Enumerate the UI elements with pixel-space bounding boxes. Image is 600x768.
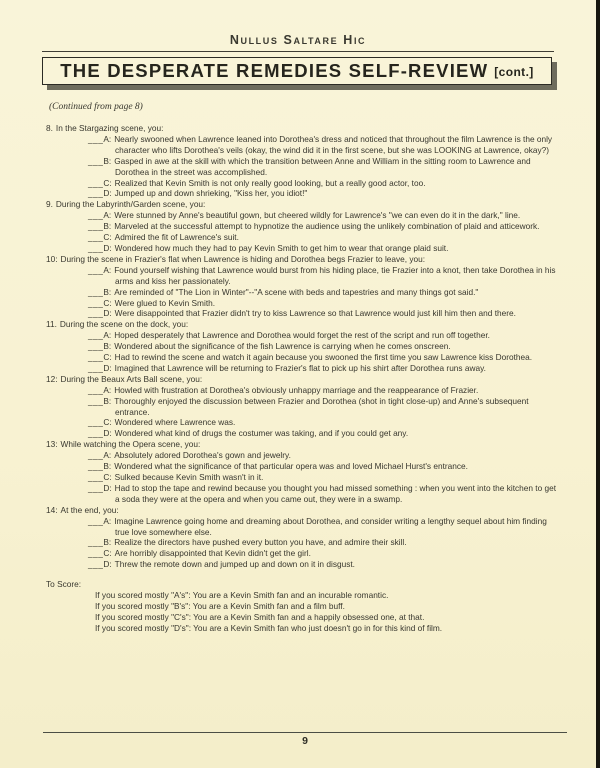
option-text: Wondered about the significance of the fish Lawrence is carrying when he comes onscreen. xyxy=(114,341,451,352)
answer-blank: ___ xyxy=(88,232,104,243)
option-letter: B: xyxy=(103,221,112,232)
option-letter: C: xyxy=(103,352,112,363)
option-letter: D: xyxy=(103,559,112,570)
quiz-questions xyxy=(46,123,562,570)
quiz-option xyxy=(46,308,562,319)
option-letter: A: xyxy=(103,210,112,221)
answer-blank: ___ xyxy=(88,537,104,548)
option-text: Wondered what the significance of that particular opera was and loved Michael Hurst's entrance. xyxy=(114,461,468,472)
quiz-option xyxy=(46,341,562,352)
quiz-option xyxy=(46,298,562,309)
quiz-question xyxy=(46,505,562,570)
answer-blank: ___ xyxy=(88,450,104,461)
answer-blank: ___ xyxy=(88,428,104,439)
quiz-question xyxy=(46,199,562,254)
quiz-option xyxy=(46,287,562,298)
quiz-option xyxy=(46,428,562,439)
answer-blank: ___ xyxy=(88,330,104,341)
quiz-option xyxy=(46,330,562,341)
quiz-question xyxy=(46,374,562,439)
option-text: Threw the remote down and jumped up and down on it in disgust. xyxy=(114,559,355,570)
answer-blank: ___ xyxy=(88,341,104,352)
option-letter: A: xyxy=(103,384,112,395)
option-text: Imagined that Lawrence will be returning to Frazier's flat to pick up his shirt after Dorothea runs away. xyxy=(114,362,486,373)
option-letter: A: xyxy=(103,515,112,526)
quiz-option xyxy=(46,156,562,178)
zine-title: Nullus Saltare Hic xyxy=(229,33,367,47)
answer-blank: ___ xyxy=(88,242,104,253)
option-letter: C: xyxy=(103,177,112,188)
quiz-option xyxy=(46,221,562,232)
answer-blank: ___ xyxy=(88,417,104,428)
question-text: At the end, you: xyxy=(60,504,119,515)
header-rule xyxy=(42,51,554,52)
quiz-option xyxy=(46,559,562,570)
option-letter: D: xyxy=(103,428,112,439)
quiz-option xyxy=(46,210,562,221)
option-text: Wondered where Lawrence was. xyxy=(114,417,236,428)
question-text: During the scene in Frazier's flat when Lawrence is hiding and Dorothea begs Frazier to leave, you: xyxy=(60,253,426,264)
question-prompt xyxy=(46,439,562,450)
question-text: During the Beaux Arts Ball scene, you: xyxy=(60,373,203,384)
question-prompt xyxy=(46,254,562,265)
answer-blank: ___ xyxy=(88,482,104,493)
quiz-option xyxy=(46,178,562,189)
question-text: During the Labyrinth/Garden scene, you: xyxy=(55,199,206,210)
quiz-option xyxy=(46,232,562,243)
quiz-option xyxy=(46,548,562,559)
answer-blank: ___ xyxy=(88,559,104,570)
answer-blank: ___ xyxy=(88,286,104,297)
option-text: Had to rewind the scene and watch it again because you swooned the first time you saw Lawrence kiss Dorothea. xyxy=(114,352,533,363)
option-text: Gasped in awe at the skill with which the transition between Anne and William in the sitting room to Lawrence and Dorothea in the street was accomplished. xyxy=(114,155,531,177)
question-prompt xyxy=(46,319,562,330)
answer-blank: ___ xyxy=(88,264,104,275)
option-letter: B: xyxy=(103,461,112,472)
quiz-option xyxy=(46,417,562,428)
option-letter: C: xyxy=(103,417,112,428)
answer-blank: ___ xyxy=(88,188,104,199)
option-letter: B: xyxy=(103,395,112,406)
quiz-option xyxy=(46,265,562,287)
quiz-option xyxy=(46,461,562,472)
question-number: 14: xyxy=(46,504,58,515)
answer-blank: ___ xyxy=(88,133,104,144)
quiz-option xyxy=(46,450,562,461)
option-text: Had to stop the tape and rewind because you thought you had missed something : when you went into the kitchen to get a soda they were at the opera and when you came out, they were in a swamp. xyxy=(114,482,557,504)
answer-blank: ___ xyxy=(88,384,104,395)
footer-rule xyxy=(43,732,567,733)
option-text: Wondered how much they had to pay Kevin Smith to get him to wear that orange plaid suit. xyxy=(114,242,449,253)
option-text: Howled with frustration at Dorothea's obviously unhappy marriage and the reappearance of Frazier. xyxy=(114,384,479,395)
option-text: Wondered what kind of drugs the costumer was taking, and if you could get any. xyxy=(114,428,409,439)
answer-blank: ___ xyxy=(88,472,104,482)
score-line: If you scored mostly "D's": You are a Kevin Smith fan who just doesn't go in for this kind of film. xyxy=(95,622,443,633)
quiz-option xyxy=(46,537,562,548)
page-number: 9 xyxy=(302,735,308,747)
option-text: Jumped up and down shrieking, "Kiss her, you idiot!" xyxy=(114,188,308,199)
answer-blank: ___ xyxy=(88,395,104,406)
answer-blank: ___ xyxy=(88,308,104,319)
quiz-option xyxy=(46,516,562,538)
quiz-question xyxy=(46,439,562,504)
quiz-question xyxy=(46,254,562,319)
option-letter: C: xyxy=(103,297,112,308)
option-text: Found yourself wishing that Lawrence would burst from his hiding place, tie Frazier into a knot, then take Dorothea in his arms and kiss her passionately. xyxy=(114,264,556,286)
option-letter: D: xyxy=(103,362,112,373)
option-letter: A: xyxy=(103,264,112,275)
question-number: 13: xyxy=(46,439,58,450)
question-number: 11. xyxy=(46,319,57,330)
answer-blank: ___ xyxy=(88,515,104,526)
score-line: If you scored mostly "B's": You are a Kevin Smith fan and a film buff. xyxy=(95,600,345,611)
option-letter: A: xyxy=(103,133,112,144)
answer-blank: ___ xyxy=(88,155,104,166)
score-line: If you scored mostly "C's": You are a Kevin Smith fan and a happily obsessed one, at that. xyxy=(95,611,425,622)
question-number: 12: xyxy=(46,373,58,384)
page-title-cont: [cont.] xyxy=(494,65,534,79)
option-text: Sulked because Kevin Smith wasn't in it. xyxy=(114,472,264,482)
option-text: Realize the directors have pushed every button you have, and admire their skill. xyxy=(114,537,407,548)
question-text: In the Stargazing scene, you: xyxy=(55,123,164,133)
option-text: Hoped desperately that Lawrence and Dorothea would forget the rest of the script and run off together. xyxy=(114,330,490,341)
quiz-option xyxy=(46,396,562,418)
option-text: Were glued to Kevin Smith. xyxy=(114,297,216,308)
quiz-question xyxy=(46,123,562,199)
option-letter: B: xyxy=(103,155,112,166)
option-letter: B: xyxy=(103,537,112,548)
option-letter: D: xyxy=(103,188,112,199)
answer-blank: ___ xyxy=(88,221,104,232)
answer-blank: ___ xyxy=(88,362,104,373)
continued-note: (Continued from page 8) xyxy=(49,102,143,112)
option-text: Marveled at the successful attempt to hypnotize the audience using the unlikely combination of plaid and atticework. xyxy=(114,221,540,232)
option-letter: C: xyxy=(103,232,112,243)
score-heading: To Score: xyxy=(46,579,82,590)
option-letter: A: xyxy=(103,450,112,461)
scan-edge xyxy=(596,0,600,768)
title-box xyxy=(42,57,552,85)
option-text: Were disappointed that Frazier didn't try to kiss Lawrence so that Lawrence would just kill him then and there. xyxy=(114,308,516,319)
quiz-content xyxy=(46,123,562,634)
option-text: Are horribly disappointed that Kevin didn't get the girl. xyxy=(114,548,311,559)
option-letter: D: xyxy=(103,308,112,319)
option-text: Absolutely adored Dorothea's gown and jewelry. xyxy=(114,450,291,461)
question-number: 8. xyxy=(46,123,53,133)
answer-blank: ___ xyxy=(88,297,104,308)
option-text: Imagine Lawrence going home and dreaming about Dorothea, and consider writing a lengthy sequel about him finding true love somewhere else. xyxy=(114,515,547,537)
quiz-option xyxy=(46,188,562,199)
question-text: While watching the Opera scene, you: xyxy=(60,439,201,450)
score-line: If you scored mostly "A's": You are a Kevin Smith fan and an incurable romantic. xyxy=(95,590,389,601)
quiz-option xyxy=(46,363,562,374)
quiz-option xyxy=(46,483,562,505)
quiz-option xyxy=(46,134,562,156)
option-letter: B: xyxy=(103,286,112,297)
option-letter: D: xyxy=(103,482,112,493)
option-text: Thoroughly enjoyed the discussion between Frazier and Dorothea (shot in tight close-up) and Anne's subsequent entrance. xyxy=(114,395,529,417)
option-letter: A: xyxy=(103,330,112,341)
answer-blank: ___ xyxy=(88,352,104,363)
option-text: Were stunned by Anne's beautiful gown, but cheered wildly for Lawrence's "we can even do it in the dark," line. xyxy=(114,210,521,221)
answer-blank: ___ xyxy=(88,177,104,188)
question-text: During the scene on the dock, you: xyxy=(59,319,189,330)
option-text: Are reminded of "The Lion in Winter"--"A scene with beds and tapestries and many things got said." xyxy=(114,286,479,297)
option-letter: C: xyxy=(103,472,112,482)
quiz-option xyxy=(46,352,562,363)
quiz-option xyxy=(46,472,562,483)
score-block xyxy=(46,579,562,634)
option-text: Realized that Kevin Smith is not only really good looking, but a really good actor, too. xyxy=(114,177,426,188)
question-number: 10: xyxy=(46,253,58,264)
answer-blank: ___ xyxy=(88,461,104,472)
answer-blank: ___ xyxy=(88,548,104,559)
option-letter: B: xyxy=(103,341,112,352)
answer-blank: ___ xyxy=(88,210,104,221)
option-text: Nearly swooned when Lawrence leaned into Dorothea's dress and noticed that throughout the film Lawrence is the only character who lifts Dorothea's veils (okay, the wind did it in the first scene, but she was LOOKING at Lawrence, okay?) xyxy=(114,133,553,155)
quiz-question xyxy=(46,319,562,374)
question-prompt xyxy=(46,505,562,516)
option-letter: D: xyxy=(103,242,112,253)
quiz-option xyxy=(46,243,562,254)
option-text: Admired the fit of Lawrence's suit. xyxy=(114,232,239,243)
option-letter: C: xyxy=(103,548,112,559)
page-title: THE DESPERATE REMEDIES SELF-REVIEW xyxy=(60,60,489,81)
question-prompt xyxy=(46,374,562,385)
quiz-option xyxy=(46,385,562,396)
score-lines xyxy=(46,590,562,634)
question-prompt xyxy=(46,199,562,210)
question-prompt xyxy=(46,123,562,134)
question-number: 9. xyxy=(46,199,53,210)
